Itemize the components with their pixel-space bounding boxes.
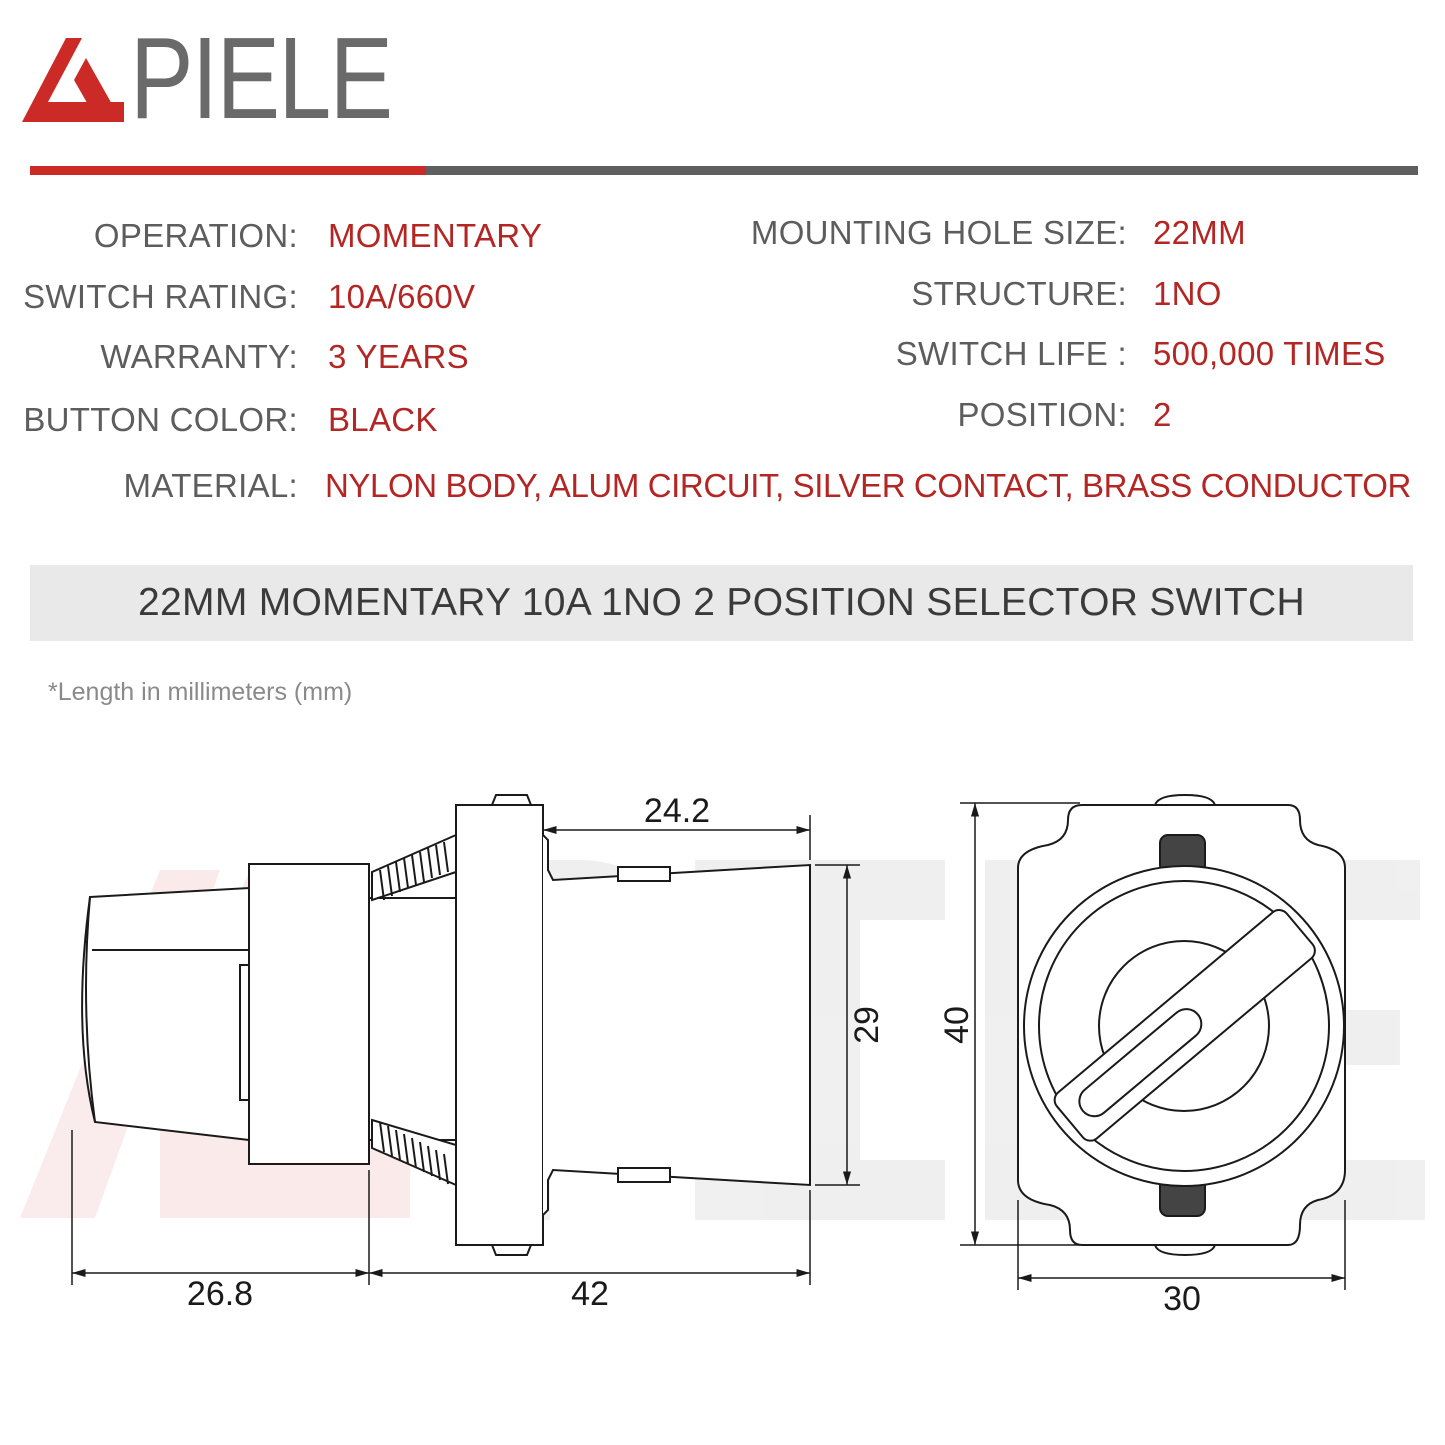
spec-value-switch-rating: 10A/660V (328, 278, 476, 315)
spec-label-operation: OPERATION: (93, 217, 298, 254)
dim-label-26-8: 26.8 (186, 1275, 254, 1313)
spec-label-button-color: BUTTON COLOR: (23, 401, 298, 438)
spec-label-warranty: WARRANTY: (100, 338, 298, 375)
front-view (1018, 795, 1345, 1255)
header-divider-bar (426, 166, 1418, 175)
brand-logo-text: PIELE (130, 13, 392, 143)
dim-label-30: 30 (1163, 1280, 1201, 1318)
technical-drawing (0, 760, 1445, 1360)
spec-label-material: MATERIAL: (123, 467, 298, 504)
spec-value-button-color: BLACK (328, 401, 438, 438)
dim-label-29: 29 (848, 1006, 886, 1044)
spec-value-warranty: 3 YEARS (328, 338, 469, 375)
spec-value-mounting-hole: 22MM (1153, 214, 1246, 251)
header-accent-bar (30, 166, 426, 175)
spec-label-position: POSITION: (957, 396, 1127, 433)
spec-value-position: 2 (1153, 396, 1172, 433)
spec-label-switch-life: SWITCH LIFE : (895, 335, 1127, 372)
spec-value-switch-life: 500,000 TIMES (1153, 335, 1386, 372)
title-banner-text: 22MM MOMENTARY 10A 1NO 2 POSITION SELECTOR SWITCH (138, 581, 1305, 624)
dim-label-24-2: 24.2 (643, 792, 711, 830)
dim-label-42: 42 (571, 1275, 609, 1313)
spec-label-switch-rating: SWITCH RATING: (23, 278, 298, 315)
spec-value-structure: 1NO (1153, 275, 1222, 312)
spec-label-mounting-hole: MOUNTING HOLE SIZE: (750, 214, 1127, 251)
spec-value-material: NYLON BODY, ALUM CIRCUIT, SILVER CONTACT, BRASS CONDUCTOR (325, 467, 1411, 504)
spec-label-structure: STRUCTURE: (911, 275, 1127, 312)
spec-value-operation: MOMENTARY (328, 217, 543, 254)
units-note: *Length in millimeters (mm) (48, 678, 353, 706)
dim-label-40: 40 (938, 1006, 976, 1044)
